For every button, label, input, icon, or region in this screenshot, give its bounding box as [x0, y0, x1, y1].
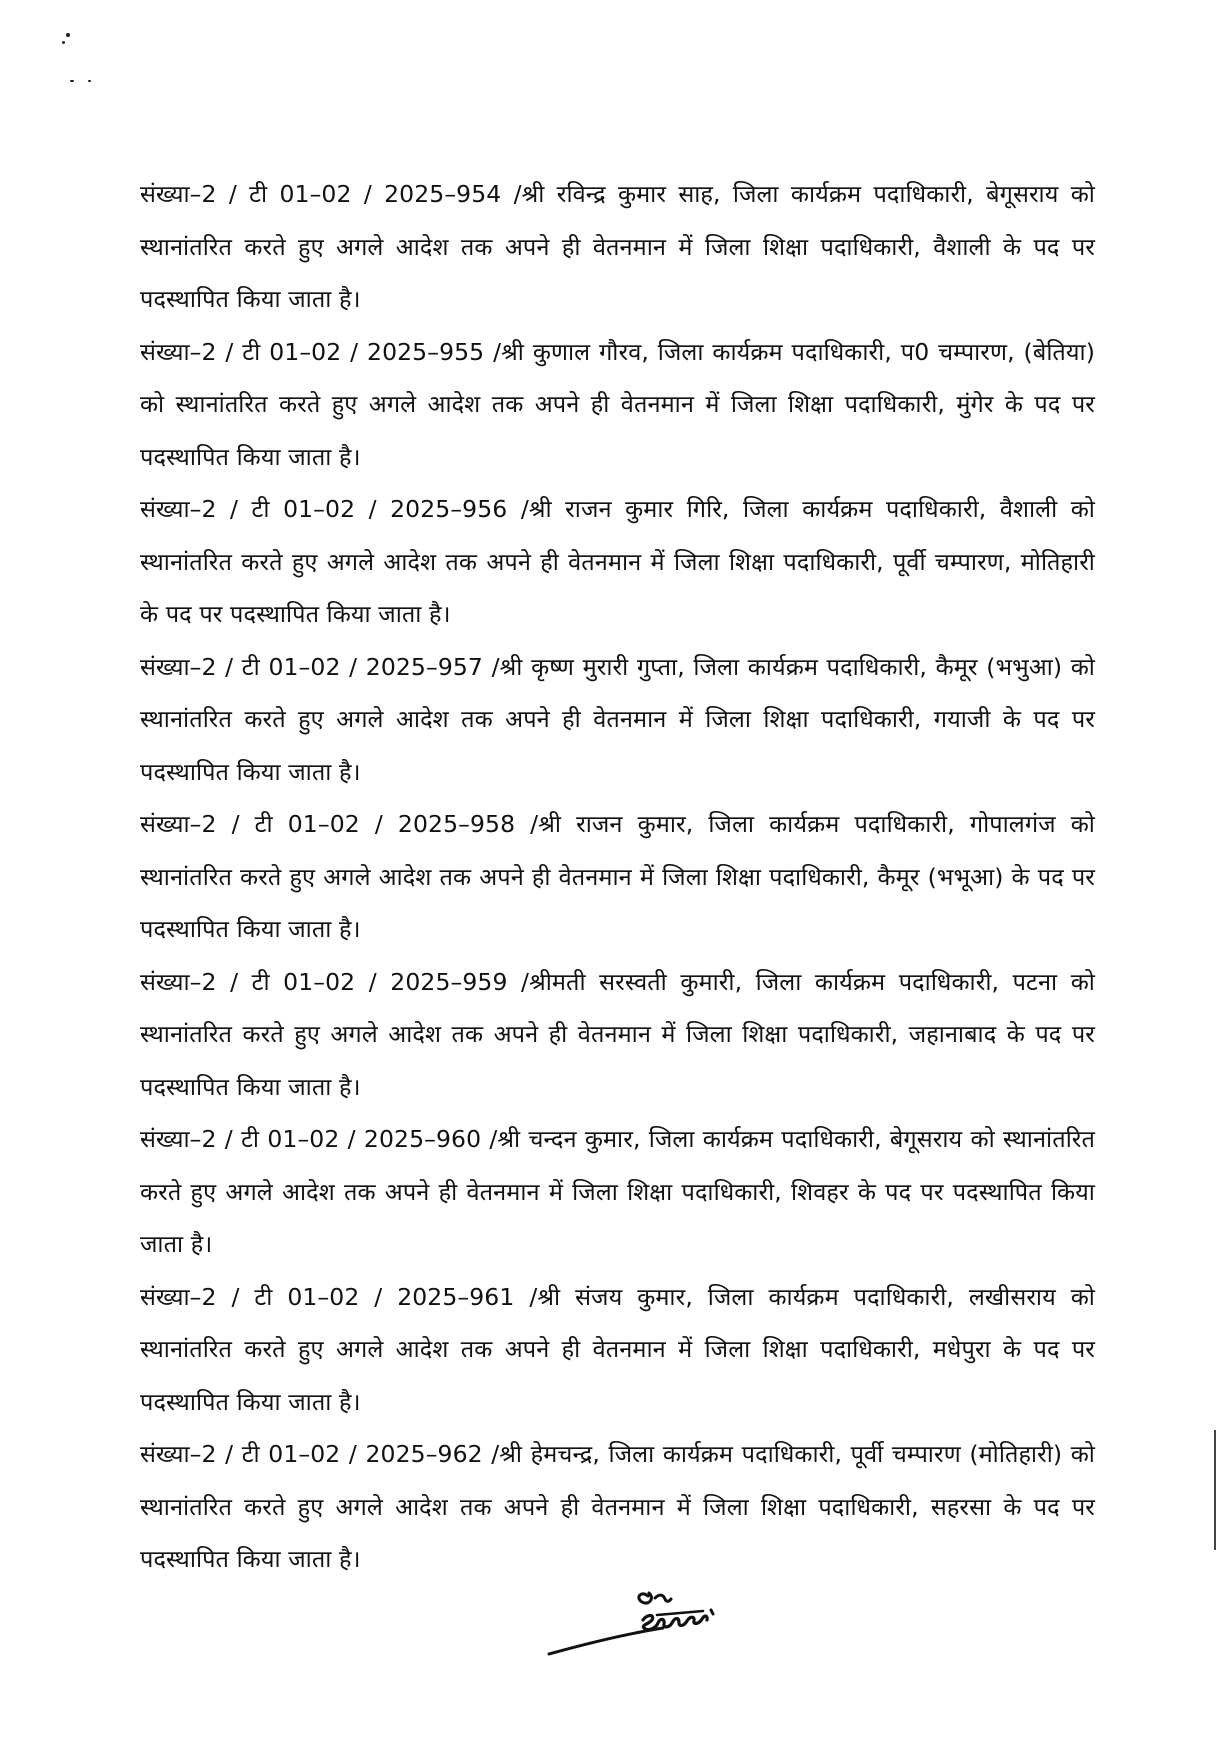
order-text: श्री राजन कुमार, जिला कार्यक्रम पदाधिकारी, गोपालगंज को स्थानांतरित करते हुए अगले आदेश तक अपने ही वेतनमान में जिला शिक्षा पदाधिकारी, कैमूर (भभूआ) के पद पर पदस्थापित किया जाता है।	[140, 810, 1095, 943]
order-number: संख्या–2 / टी 01–02 / 2025–954 /	[140, 180, 522, 208]
order-paragraph	[140, 326, 1095, 484]
order-text: श्री राजन कुमार गिरि, जिला कार्यक्रम पदाधिकारी, वैशाली को स्थानांतरित करते हुए अगले आदेश तक अपने ही वेतनमान में जिला शिक्षा पदाधिकारी, पूर्वी चम्पारण, मोतिहारी के पद पर पदस्थापित किया जाता है।	[140, 495, 1095, 628]
scan-speck	[62, 41, 65, 44]
order-text: श्री संजय कुमार, जिला कार्यक्रम पदाधिकारी, लखीसराय को स्थानांतरित करते हुए अगले आदेश तक अपने ही वेतनमान में जिला शिक्षा पदाधिकारी, मधेपुरा के पद पर पदस्थापित किया जाता है।	[140, 1282, 1095, 1416]
order-number: संख्या–2 / टी 01–02 / 2025–962 /	[140, 1440, 500, 1468]
handwritten-signature	[545, 1568, 775, 1658]
order-paragraph	[140, 483, 1095, 641]
order-number: संख्या–2 / टी 01–02 / 2025–960 /	[140, 1125, 498, 1153]
scan-speck	[66, 33, 70, 37]
order-paragraph	[140, 1428, 1095, 1586]
scan-speck	[70, 80, 74, 82]
order-number: संख्या–2 / टी 01–02 / 2025–955 /	[140, 337, 502, 366]
order-paragraph	[140, 1113, 1095, 1271]
scan-speck	[88, 80, 91, 82]
order-paragraph	[140, 641, 1095, 799]
order-text: श्रीमती सरस्वती कुमारी, जिला कार्यक्रम पदाधिकारी, पटना को स्थानांतरित करते हुए अगले आदेश तक अपने ही वेतनमान में जिला शिक्षा पदाधिकारी, जहानाबाद के पद पर पदस्थापित किया जाता है।	[140, 967, 1095, 1101]
order-text: श्री हेमचन्द्र, जिला कार्यक्रम पदाधिकारी, पूर्वी चम्पारण (मोतिहारी) को स्थानांतरित करते हुए अगले आदेश तक अपने ही वेतनमान में जिला शिक्षा पदाधिकारी, सहरसा के पद पर पदस्थापित किया जाता है।	[140, 1440, 1095, 1573]
order-number: संख्या–2 / टी 01–02 / 2025–957 /	[140, 652, 500, 681]
order-paragraph	[140, 798, 1095, 956]
order-text: श्री चन्दन कुमार, जिला कार्यक्रम पदाधिकारी, बेगूसराय को स्थानांतरित करते हुए अगले आदेश तक अपने ही वेतनमान में जिला शिक्षा पदाधिकारी, शिवहर के पद पर पदस्थापित किया जाता है।	[140, 1125, 1095, 1258]
scan-edge-line	[1214, 1430, 1216, 1550]
order-number: संख्या–2 / टी 01–02 / 2025–959 /	[140, 967, 530, 996]
order-number: संख्या–2 / टी 01–02 / 2025–961 /	[140, 1282, 538, 1311]
order-text: श्री कृष्ण मुरारी गुप्ता, जिला कार्यक्रम पदाधिकारी, कैमूर (भभुआ) को स्थानांतरित करते हुए अगले आदेश तक अपने ही वेतनमान में जिला शिक्षा पदाधिकारी, गयाजी के पद पर पदस्थापित किया जाता है।	[140, 652, 1095, 786]
order-paragraph	[140, 1271, 1095, 1429]
order-text: श्री रविन्द्र कुमार साह, जिला कार्यक्रम पदाधिकारी, बेगूसराय को स्थानांतरित करते हुए अगले आदेश तक अपने ही वेतनमान में जिला शिक्षा पदाधिकारी, वैशाली के पद पर पदस्थापित किया जाता है।	[140, 180, 1095, 313]
order-text: श्री कुणाल गौरव, जिला कार्यक्रम पदाधिकारी, प0 चम्पारण, (बेतिया) को स्थानांतरित करते हुए अगले आदेश तक अपने ही वेतनमान में जिला शिक्षा पदाधिकारी, मुंगेर के पद पर पदस्थापित किया जाता है।	[140, 337, 1095, 471]
orders-body	[140, 168, 1095, 1586]
order-number: संख्या–2 / टी 01–02 / 2025–958 /	[140, 810, 539, 838]
order-paragraph	[140, 168, 1095, 326]
order-number: संख्या–2 / टी 01–02 / 2025–956 /	[140, 495, 529, 523]
order-paragraph	[140, 956, 1095, 1114]
